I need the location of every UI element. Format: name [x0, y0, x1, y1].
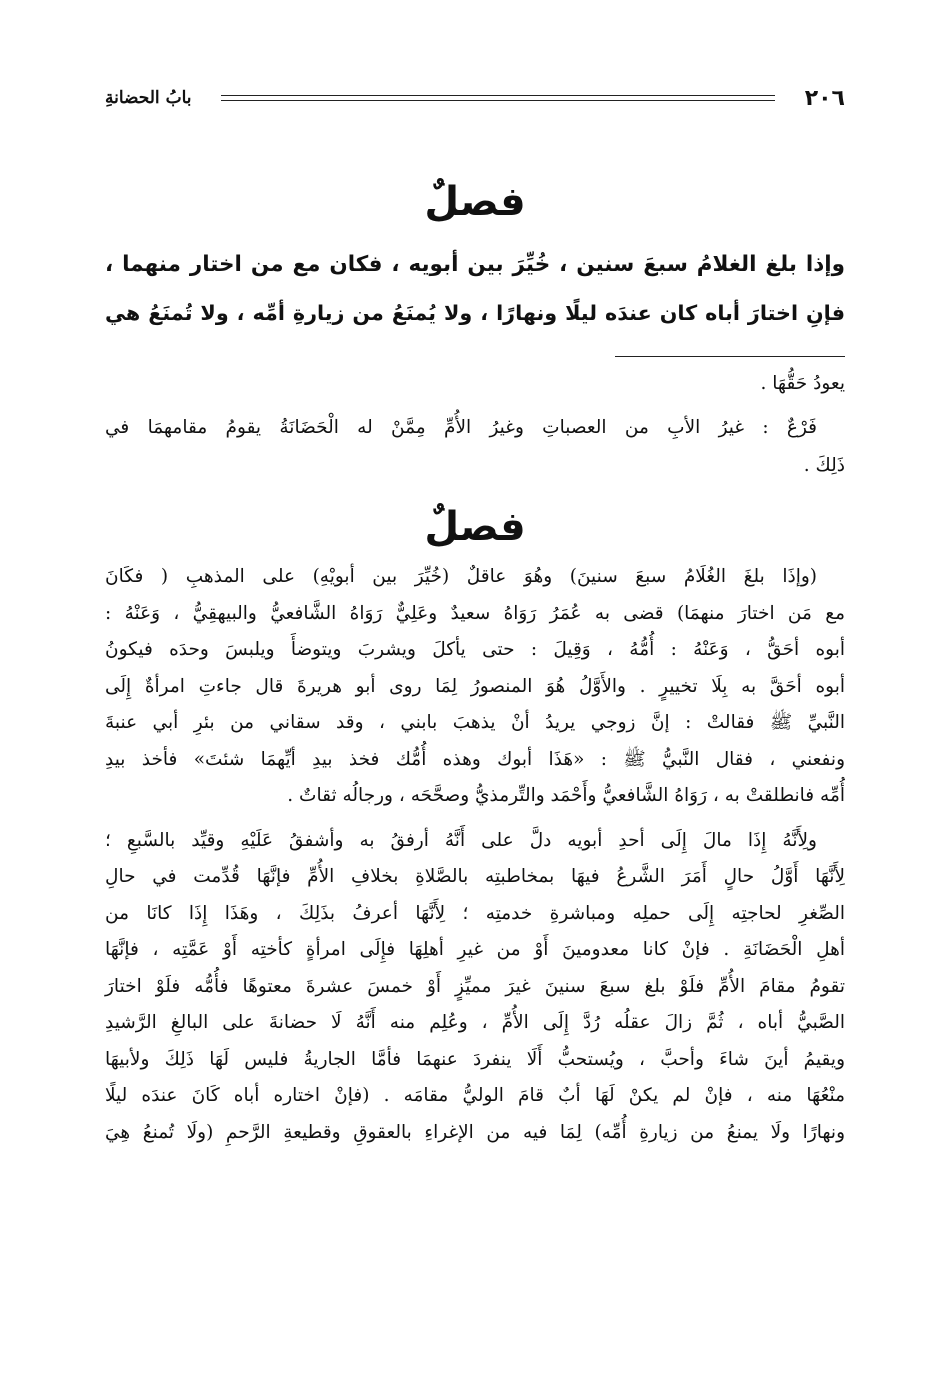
sharh-paragraph-1 [105, 559, 845, 815]
section-title: فصلٌ [424, 179, 526, 225]
sharh-line: أبوه أحَقَّ به بِلَا تخييرٍ . والأَوَّلُ هُوَ المنصورُ لِمَا روى أبو هريرةَ قال جاءتِ امرأةٌ إِلَى [105, 675, 845, 697]
page-number: ٢٠٦ [804, 85, 845, 111]
sharh-line: تقومُ مقامَ الأُمِّ فلَوْ بلغ سبعَ سنينَ غيرَ مميِّزٍ أَوْ خمسَ عشرةَ معتوهًا فأُمُّه فلَوْ اختارَ [105, 975, 845, 997]
sharh-line: لِأَنَّهَا أَوَّلُ حالٍ أَمَرَ الشَّرعُ فيهَا بمخاطبتِه بالصَّلاةِ بخلافِ الأُمِّ فإنَّهَا قُدِّمت في حالِ [105, 866, 845, 887]
sharh-line: الصَّبيُّ أباه ، ثُمَّ زالَ عقلُه رُدَّ إِلَى الأُمِّ ، وعُلِم منه أَنَّهُ لَا حضانةَ على البالغِ الرَّشيدِ [105, 1012, 845, 1033]
header-rule [221, 95, 774, 101]
section-title: فصلٌ [424, 504, 526, 550]
document-page [105, 78, 845, 1151]
sharh-line: ويقيمُ أينَ شاءَ وأحبَّ ، ويُستحبُّ أَلَا ينفردَ عنهمَا فأمَّا الجاريةُ فليس لَهَا ذَلِكَ ولأبيهَا [105, 1048, 845, 1070]
footnote-separator [615, 356, 845, 357]
sharh-line: مع مَن اختارَ منهمَا) قضى به عُمَرُ رَوَاهُ سعيدٌ وعَلِيٌّ رَوَاهُ الشَّافعيُّ والبيهقِيُّ ، وَعَنْهُ : [105, 602, 845, 624]
sharh-line: الصِّغرِ لحاجتِه إِلَى حملِه ومباشرةِ خدمتِه ؛ لِأَنَّهَا أعرفُ بذَلِكَ ، وهَذَا إِذَا كانَا من [105, 902, 845, 924]
continuation-text [105, 365, 845, 403]
far-line: فَرْعٌ : غيرُ الأبِ من العصباتِ وغيرُ الأُمِّ مِمَّنْ له الْحَضَانَةُ يقومُ مقامهمَا في [105, 417, 817, 438]
sharh-line: منْعُهَا منه ، فإنْ لم يكنْ لَهَا أبٌ قامَ الوليُّ مقامَه . (فإنْ اختاره أباه كَانَ عندَه ليلًا [105, 1085, 845, 1106]
running-head: بابُ الحضانةِ [105, 88, 192, 108]
sharh-line: ونهارًا ولَا يمنعُ من زيارةِ أُمِّه) لِمَا فيه من الإغراءِ بالعقوقِ وقطيعةِ الرَّحمِ (ولَا تُمنعُ هِيَ [105, 1121, 845, 1143]
far-line: ذَلِكَ . [803, 455, 845, 476]
page-header [105, 78, 845, 118]
continuation-line: يعودُ حَقُّهَا . [760, 373, 845, 394]
sharh-line: (وإذَا بلغَ الغُلَامُ سبعَ سنينَ) وهُوَ عاقلٌ (خُيِّرَ بين أبويْهِ) على المذهبِ ( فكَانَ [105, 566, 817, 587]
sharh-line: النَّبيِّ ﷺ فقالتْ : إنَّ زوجي يريدُ أنْ يذهبَ بابني ، وقد سقاني من بئرِ أبي عنبةَ [105, 712, 845, 733]
sharh-paragraph-2 [105, 823, 845, 1152]
sharh-line: أهلِ الْحَضَانَةِ . فإنْ كانا معدومينَ أَوْ من غيرِ أهلِهَا فإِلَى امرأةٍ كأختِه أَوْ عَمَّتِه ، فإنَّهَا [105, 939, 845, 960]
matn-text [105, 240, 845, 338]
matn-line: وإذا بلغ الغلامُ سبعَ سنين ، خُيِّرَ بين أبويه ، فكان مع من اختار منهما ، [105, 252, 845, 277]
matn-line: فإنِ اختارَ أباه كان عندَه ليلًا ونهارًا ، ولا يُمنَعُ من زيارةِ أمِّه ، ولا تُمنَعُ هي [105, 301, 845, 325]
sharh-line: ولِأَنَّهُ إِذَا مالَ إِلَى أحدِ أبويه دلَّ على أَنَّهُ أرفقُ به وأشفقُ عَلَيْهِ وقيِّد بالسَّبعِ ؛ [105, 829, 817, 851]
sharh-line: ونفعني ، فقال النَّبيُّ ﷺ : «هَذَا أبوك وهذه أُمُّك فخذ بيدِ أيِّهمَا شئتَ» فأخذ بيدِ [105, 748, 845, 770]
far-paragraph [105, 409, 845, 485]
sharh-line: أُمِّه فانطلقتْ به ، رَوَاهُ الشَّافعيُّ وأَحْمَد والتِّرمذيُّ وصحَّحَه ، ورجالُه ثقاتٌ . [287, 785, 845, 806]
sharh-line: أبوه أحَقُّ ، وَعَنْهُ : أُمُّهُ ، وَقِيلَ : حتى يأكلَ ويشربَ ويتوضأَ ويلبسَ وحدَه فيكونُ [105, 639, 845, 660]
